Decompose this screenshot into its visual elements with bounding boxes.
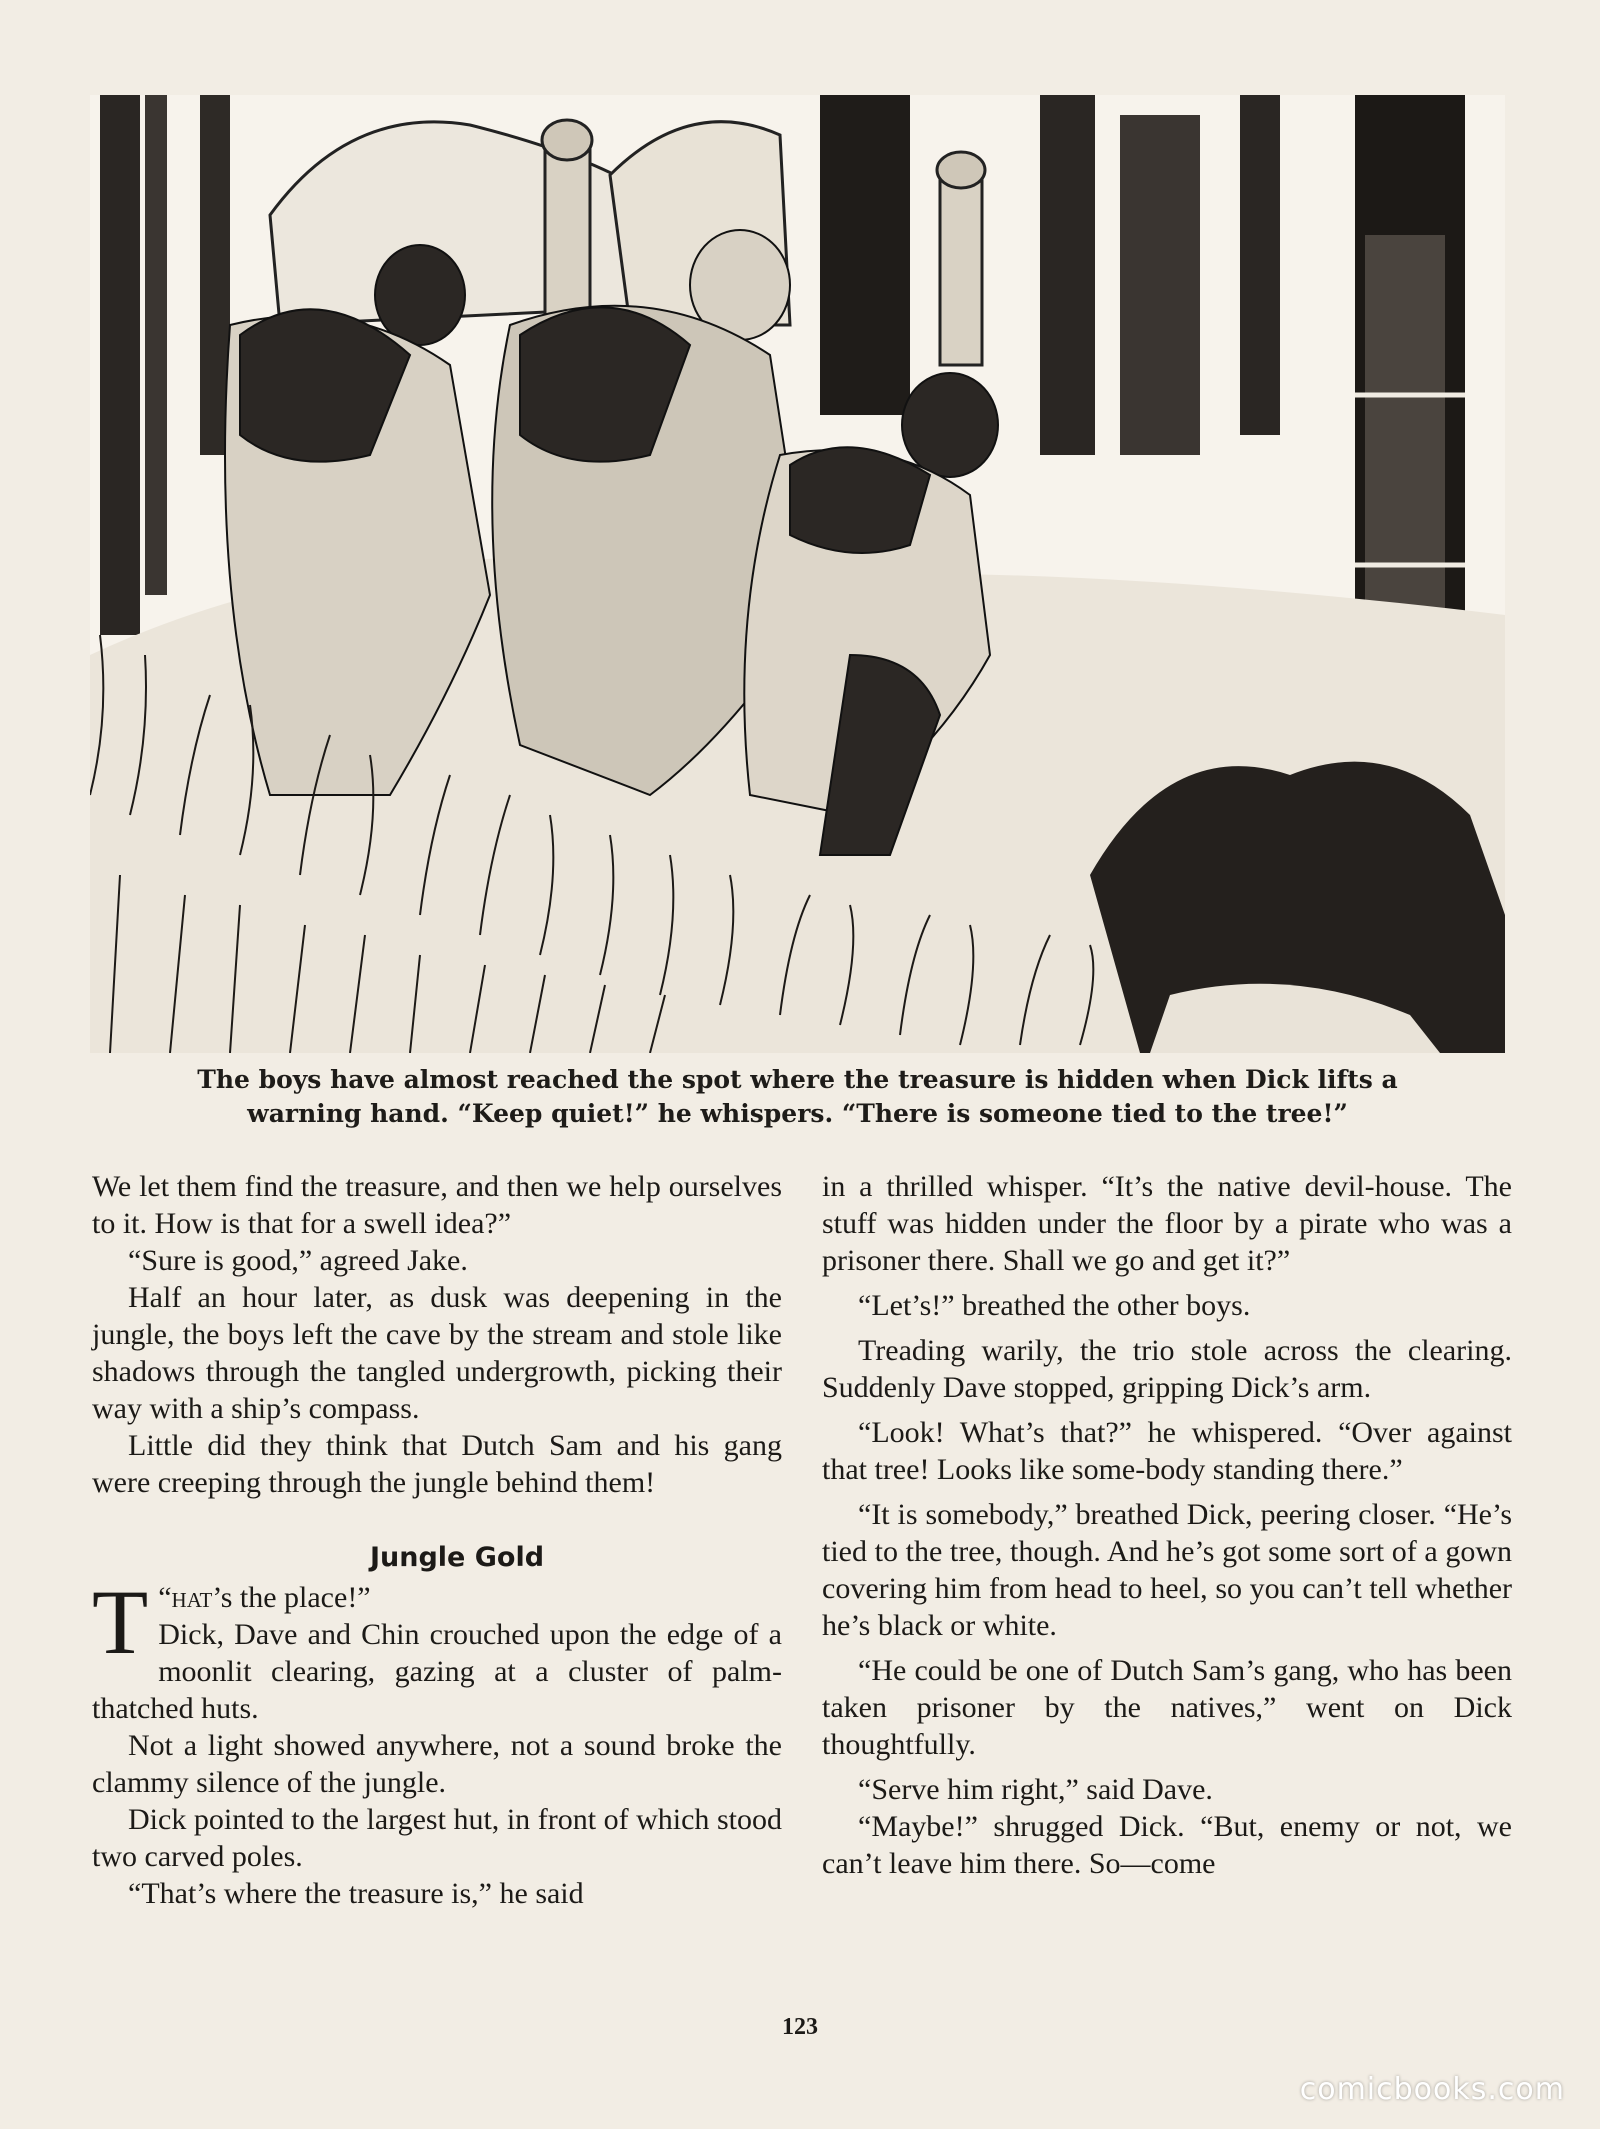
right-paragraph: “Look! What’s that?” he whispered. “Over against that tree! Looks like some-body standing there.” bbox=[822, 1416, 1512, 1486]
dropcap-continuation: Dick, Dave and Chin crouched upon the edge of a moonlit clearing, gazing at a cluster of palm-thatched huts. bbox=[92, 1618, 782, 1725]
right-paragraph: Treading warily, the trio stole across the clearing. Suddenly Dave stopped, gripping Dick’s arm. bbox=[822, 1334, 1512, 1404]
right-paragraph: “Serve him right,” said Dave. bbox=[858, 1773, 1213, 1806]
caption-line-1: The boys have almost reached the spot where the treasure is hidden when Dick lifts a bbox=[197, 1065, 1398, 1094]
dropcap-rest: ’s the place!” bbox=[212, 1581, 371, 1614]
left-paragraph: “That’s where the treasure is,” he said bbox=[128, 1877, 584, 1910]
left-paragraph: Little did they think that Dutch Sam and his gang were creeping through the jungle behind them! bbox=[92, 1429, 782, 1499]
site-watermark: comicbooks.com bbox=[1299, 2072, 1565, 2107]
right-paragraph: “He could be one of Dutch Sam’s gang, who has been taken prisoner by the natives,” went on Dick thoughtfully. bbox=[822, 1654, 1512, 1761]
left-paragraph: Dick pointed to the largest hut, in front of which stood two carved poles. bbox=[92, 1803, 782, 1873]
jungle-scene-drawing bbox=[90, 95, 1505, 1053]
dropcap-letter: T bbox=[92, 1571, 149, 1673]
left-paragraph: Not a light showed anywhere, not a sound broke the clammy silence of the jungle. bbox=[92, 1729, 782, 1799]
right-paragraph: “Let’s!” breathed the other boys. bbox=[858, 1289, 1251, 1322]
page-number: 123 bbox=[782, 2014, 818, 2040]
illustration-caption bbox=[90, 1063, 1505, 1131]
section-heading: Jungle Gold bbox=[369, 1542, 545, 1573]
left-paragraph: Half an hour later, as dusk was deepening in the jungle, the boys left the cave by the stream and stole like shadows through the tangled undergrowth, picking their way with a ship’s compass. bbox=[92, 1281, 782, 1425]
dropcap-paragraph bbox=[92, 1571, 782, 1727]
opening-quote: “ bbox=[158, 1581, 172, 1614]
jungle-illustration bbox=[90, 95, 1505, 1053]
left-paragraph: We let them find the treasure, and then we help ourselves to it. How is that for a swell idea?” bbox=[92, 1170, 782, 1240]
left-column bbox=[92, 1168, 782, 1912]
caption-line-2: warning hand. “Keep quiet!” he whispers. “There is someone tied to the tree!” bbox=[247, 1099, 1348, 1128]
right-paragraph: “It is somebody,” breathed Dick, peering closer. “He’s tied to the tree, though. And he’s got some sort of a gown covering him from head to heel, so you can’t tell whether he’s black or white. bbox=[822, 1498, 1512, 1642]
right-column bbox=[822, 1168, 1512, 1882]
left-paragraph: “Sure is good,” agreed Jake. bbox=[128, 1244, 468, 1277]
right-paragraph: “Maybe!” shrugged Dick. “But, enemy or not, we can’t leave him there. So—come bbox=[822, 1810, 1512, 1880]
dropcap-smallcaps: hat bbox=[171, 1581, 213, 1614]
right-paragraph: in a thrilled whisper. “It’s the native devil-house. The stuff was hidden under the floor by a pirate who was a prisoner there. Shall we go and get it?” bbox=[822, 1170, 1512, 1277]
